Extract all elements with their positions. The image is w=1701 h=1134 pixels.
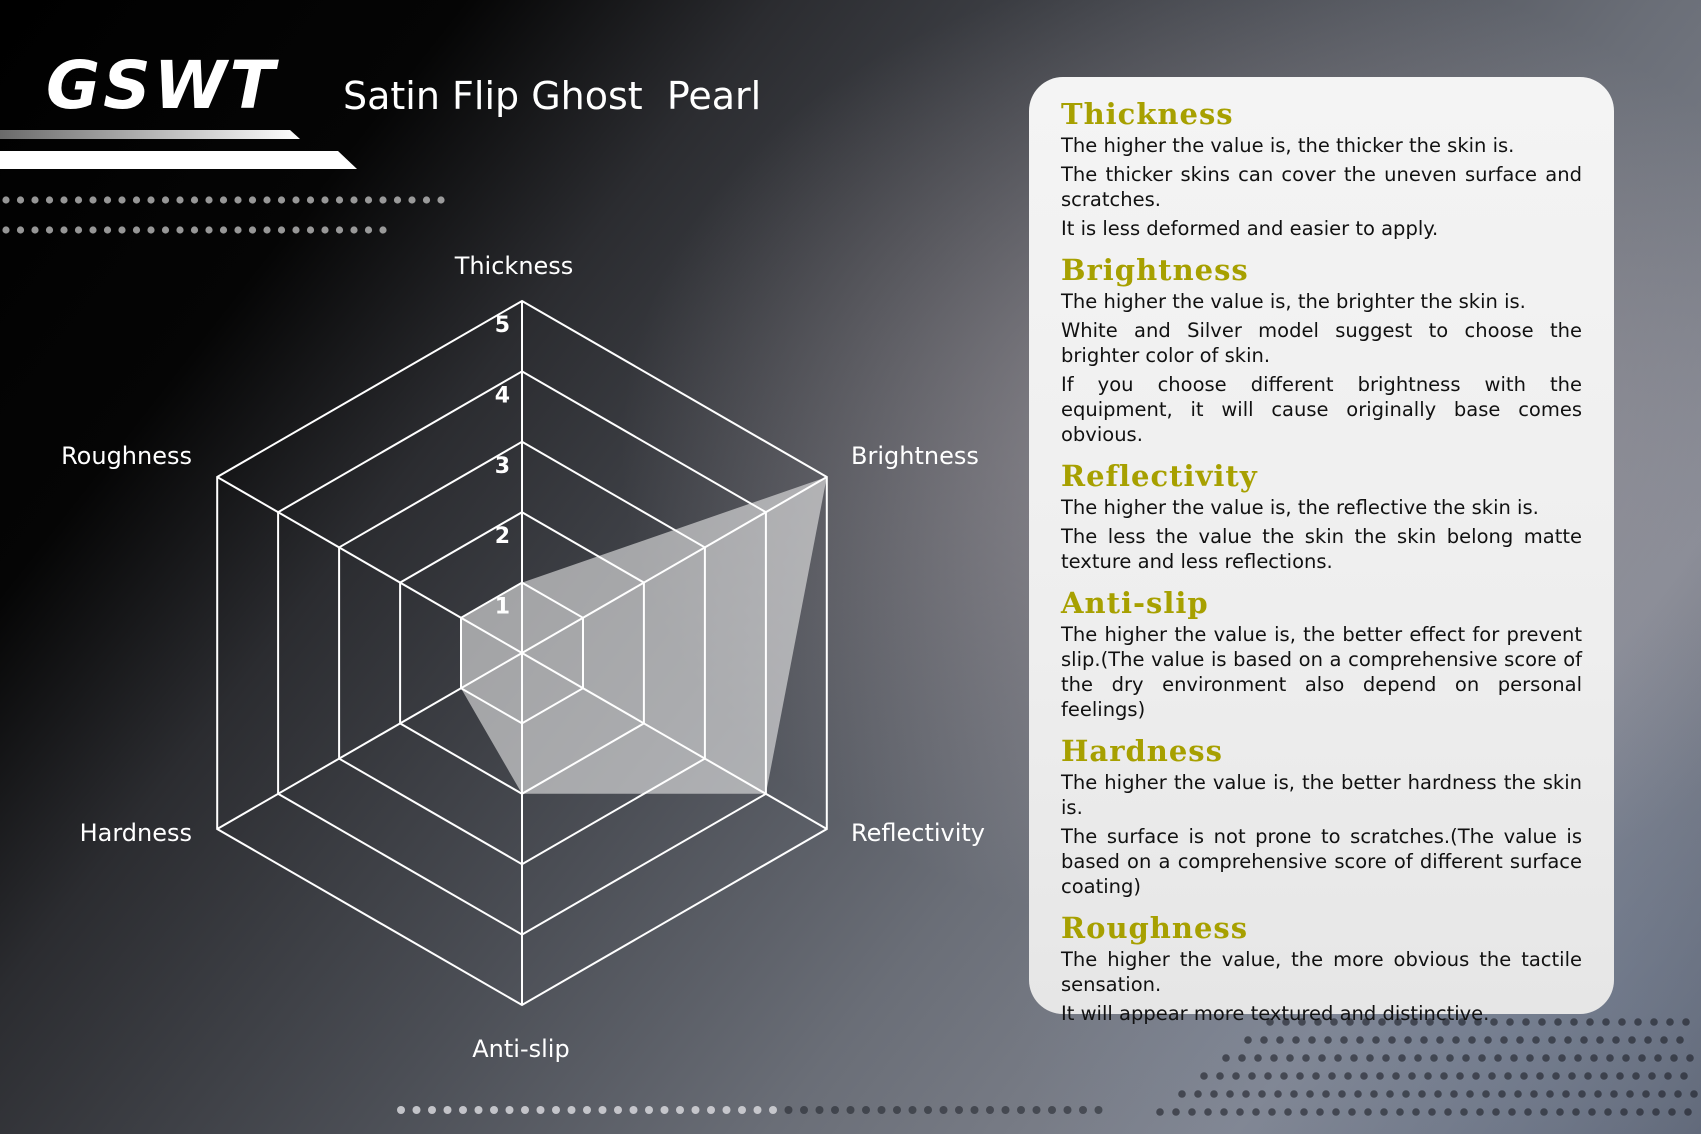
axis-label-hardness: Hardness xyxy=(79,819,192,847)
section-roughness xyxy=(1061,911,1582,1026)
scale-label-5: 5 xyxy=(494,313,510,338)
radar-spoke-hardness xyxy=(217,653,522,829)
axis-label-anti-slip: Anti-slip xyxy=(472,1035,570,1063)
section-text: The higher the value is, the reflective the skin is. xyxy=(1061,496,1539,519)
product-name: Satin Flip Ghost Pearl xyxy=(343,74,762,118)
logo-text: GSWT xyxy=(46,54,278,116)
section-text: It is less deformed and easier to apply. xyxy=(1061,217,1439,240)
section-text: The higher the value is, the thicker the skin is. xyxy=(1061,134,1515,157)
section-title: Brightness xyxy=(1061,253,1249,287)
axis-label-thickness: Thickness xyxy=(454,252,574,280)
axis-label-brightness: Brightness xyxy=(851,442,979,470)
section-anti-slip xyxy=(1061,586,1582,722)
radar-spoke-roughness xyxy=(217,477,522,653)
section-title: Anti-slip xyxy=(1061,586,1209,620)
section-title: Hardness xyxy=(1061,734,1223,768)
description-panel xyxy=(1029,77,1614,1025)
scale-label-1: 1 xyxy=(494,594,510,620)
section-text: The higher the value is, the better hardness the skin is. xyxy=(1061,771,1582,819)
section-title: Roughness xyxy=(1061,911,1249,945)
dot-pattern-bottom-right xyxy=(1120,1012,1701,1134)
section-text: The higher the value, the more obvious the tactile sensation. xyxy=(1061,948,1582,996)
section-text: The higher the value is, the brighter the skin is. xyxy=(1061,290,1526,313)
section-title: Thickness xyxy=(1061,97,1234,131)
axis-label-roughness: Roughness xyxy=(61,442,192,470)
section-text: The higher the value is, the better effect for prevent slip.(The value is based on a comprehensive score of the dry environment also depend on personal feelings) xyxy=(1061,623,1582,721)
scale-label-2: 2 xyxy=(494,524,510,550)
axis-label-reflectivity: Reflectivity xyxy=(851,819,986,847)
section-text: The surface is not prone to scratches.(The value is based on a comprehensive score of different surface coating) xyxy=(1061,825,1582,898)
section-text: The less the value the skin the skin belong matte texture and less reflections. xyxy=(1061,525,1582,573)
section-hardness xyxy=(1061,734,1582,899)
section-brightness xyxy=(1061,253,1582,447)
scale-label-4: 4 xyxy=(494,383,510,409)
section-text: It will appear more textured and distinctive. xyxy=(1061,1002,1490,1025)
section-reflectivity xyxy=(1061,459,1582,574)
section-text: The thicker skins can cover the uneven surface and scratches. xyxy=(1061,163,1582,211)
section-text: If you choose different brightness with the equipment, it will cause originally base comes obvious. xyxy=(1061,373,1582,446)
section-text: White and Silver model suggest to choose the brighter color of skin. xyxy=(1061,319,1582,367)
section-title: Reflectivity xyxy=(1061,459,1258,493)
section-thickness xyxy=(1061,97,1582,241)
scale-label-3: 3 xyxy=(494,453,510,479)
